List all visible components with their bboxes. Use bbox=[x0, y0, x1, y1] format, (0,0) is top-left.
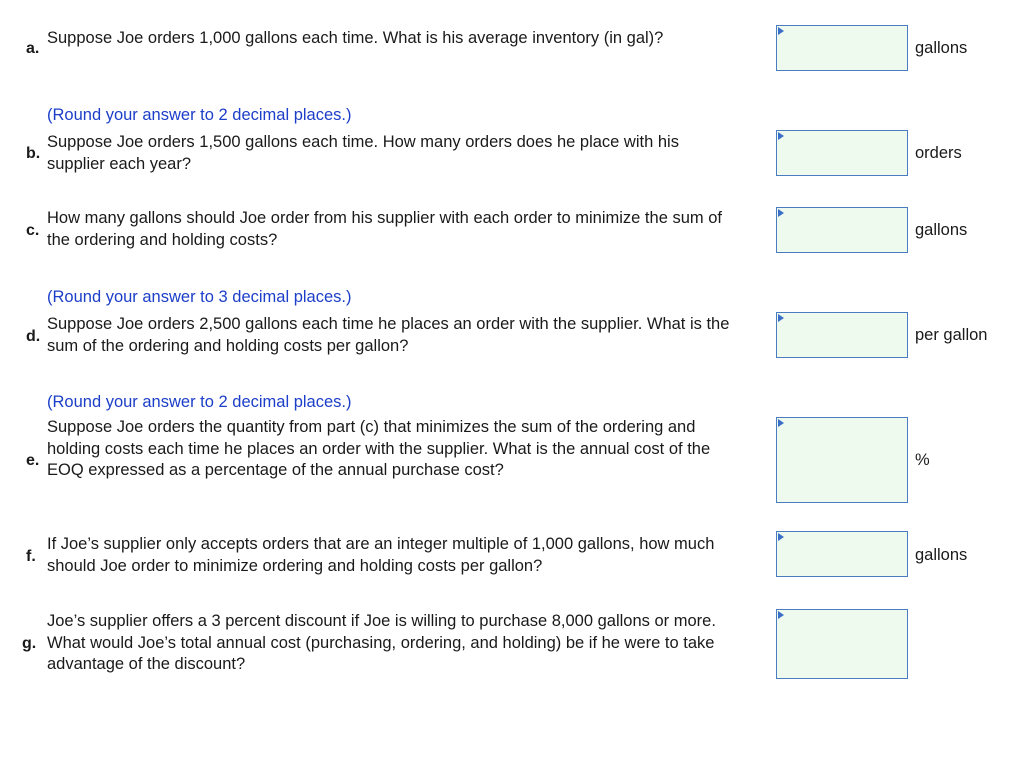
question-d-text: Suppose Joe orders 2,500 gallons each time he places an order with the supplier. What is the sum of the ordering and holding costs per gallon? bbox=[47, 315, 730, 355]
answer-a-unit: gallons bbox=[915, 39, 968, 57]
question-c-text: How many gallons should Joe order from his supplier with each order to minimize the sum of the ordering and holding costs? bbox=[47, 209, 722, 249]
question-c-round-note: (Round your answer to 3 decimal places.) bbox=[47, 288, 352, 306]
answer-f-marker-icon bbox=[778, 533, 784, 541]
question-a-round-note: (Round your answer to 2 decimal places.) bbox=[47, 106, 352, 124]
answer-d-unit: per gallon bbox=[915, 326, 988, 344]
answer-g-marker-icon bbox=[778, 611, 784, 619]
question-e-letter: e. bbox=[26, 452, 40, 469]
question-g-letter: g. bbox=[22, 635, 37, 652]
question-a-text: Suppose Joe orders 1,000 gallons each time. What is his average inventory (in gal)? bbox=[47, 29, 664, 47]
question-a-letter: a. bbox=[26, 40, 40, 57]
answer-b-unit: orders bbox=[915, 144, 962, 162]
answer-e-input[interactable] bbox=[776, 417, 908, 503]
answer-e-unit: % bbox=[915, 451, 930, 469]
question-b-text: Suppose Joe orders 1,500 gallons each time. How many orders does he place with his supplier each year? bbox=[47, 133, 679, 173]
answer-b-input[interactable] bbox=[776, 130, 908, 176]
question-c-letter: c. bbox=[26, 222, 40, 239]
answer-a-marker-icon bbox=[778, 27, 784, 35]
answer-b-marker-icon bbox=[778, 132, 784, 140]
answer-g-input[interactable] bbox=[776, 609, 908, 679]
question-d-round-note: (Round your answer to 2 decimal places.) bbox=[47, 393, 352, 411]
question-g-text: Joe’s supplier offers a 3 percent discount if Joe is willing to purchase 8,000 gallons or more. What would Joe’s total annual cost (purchasing, ordering, and holding) be if he were to take advantage of the discount? bbox=[47, 612, 716, 673]
question-e-text: Suppose Joe orders the quantity from part (c) that minimizes the sum of the ordering and holding costs each time he places an order with the supplier. What is the annual cost of the EOQ expressed as a percentage of the annual purchase cost? bbox=[47, 418, 711, 479]
question-d-letter: d. bbox=[26, 328, 41, 345]
answer-e-marker-icon bbox=[778, 419, 784, 427]
answer-a-input[interactable] bbox=[776, 25, 908, 71]
question-f-letter: f. bbox=[26, 548, 36, 565]
answer-d-input[interactable] bbox=[776, 312, 908, 358]
answer-c-unit: gallons bbox=[915, 221, 968, 239]
answer-c-marker-icon bbox=[778, 209, 784, 217]
question-b-letter: b. bbox=[26, 145, 41, 162]
answer-d-marker-icon bbox=[778, 314, 784, 322]
question-f-text: If Joe’s supplier only accepts orders that are an integer multiple of 1,000 gallons, how much should Joe order to minimize ordering and holding costs per gallon? bbox=[47, 535, 715, 575]
answer-f-unit: gallons bbox=[915, 546, 968, 564]
answer-c-input[interactable] bbox=[776, 207, 908, 253]
answer-f-input[interactable] bbox=[776, 531, 908, 577]
